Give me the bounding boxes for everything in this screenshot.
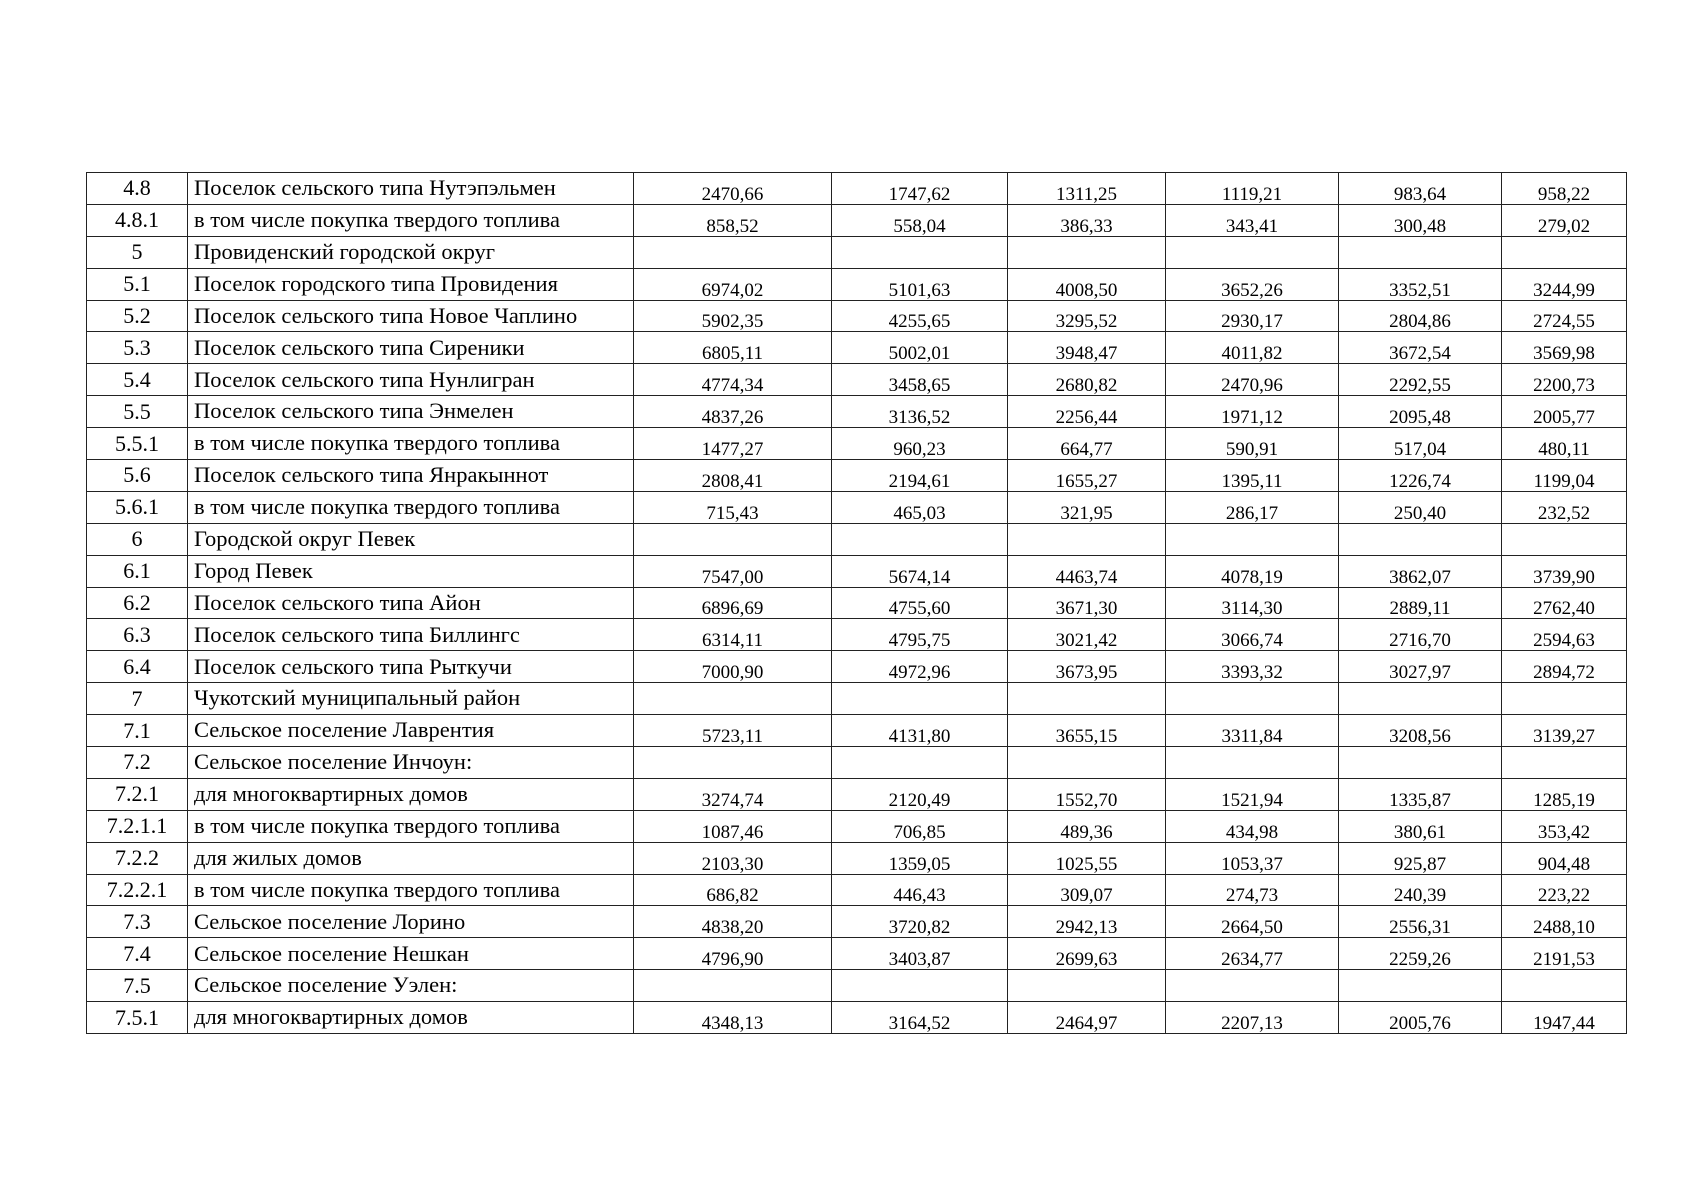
- table-row: [87, 491, 1627, 523]
- value-cell: 1226,74: [1339, 460, 1502, 492]
- row-number-cell: 7.4: [87, 938, 188, 970]
- value-cell: 3274,74: [634, 778, 832, 810]
- value-cell: 5002,01: [832, 332, 1008, 364]
- value-cell: 1025,55: [1008, 842, 1166, 874]
- value-cell: 1521,94: [1166, 778, 1339, 810]
- value-cell: 3244,99: [1502, 268, 1627, 300]
- value-cell: 250,40: [1339, 491, 1502, 523]
- value-cell: [832, 747, 1008, 779]
- value-cell: [1008, 747, 1166, 779]
- row-number-cell: 5.5: [87, 396, 188, 428]
- row-number-cell: 5.3: [87, 332, 188, 364]
- value-cell: 2889,11: [1339, 587, 1502, 619]
- value-cell: 3136,52: [832, 396, 1008, 428]
- value-cell: 279,02: [1502, 204, 1627, 236]
- value-cell: 286,17: [1166, 491, 1339, 523]
- value-cell: 4774,34: [634, 364, 832, 396]
- row-number-cell: 5: [87, 236, 188, 268]
- value-cell: [1166, 236, 1339, 268]
- table-row: [87, 970, 1627, 1002]
- value-cell: [1339, 523, 1502, 555]
- value-cell: 4131,80: [832, 715, 1008, 747]
- value-cell: 2470,66: [634, 173, 832, 205]
- value-cell: [1339, 236, 1502, 268]
- row-name-cell: Сельское поселение Уэлен:: [188, 970, 634, 1002]
- value-cell: 380,61: [1339, 810, 1502, 842]
- value-cell: 1311,25: [1008, 173, 1166, 205]
- value-cell: 5101,63: [832, 268, 1008, 300]
- value-cell: [1008, 970, 1166, 1002]
- row-number-cell: 7.2.1.1: [87, 810, 188, 842]
- value-cell: 3393,32: [1166, 651, 1339, 683]
- value-cell: 1087,46: [634, 810, 832, 842]
- table-row: [87, 555, 1627, 587]
- row-number-cell: 5.4: [87, 364, 188, 396]
- value-cell: 2664,50: [1166, 906, 1339, 938]
- value-cell: [1166, 683, 1339, 715]
- table-row: [87, 428, 1627, 460]
- value-cell: 2634,77: [1166, 938, 1339, 970]
- row-name-cell: Поселок сельского типа Нунлигран: [188, 364, 634, 396]
- value-cell: 4011,82: [1166, 332, 1339, 364]
- table-row: [87, 683, 1627, 715]
- value-cell: 2120,49: [832, 778, 1008, 810]
- value-cell: [1339, 970, 1502, 1002]
- row-name-cell: Провиденский городской округ: [188, 236, 634, 268]
- value-cell: 3948,47: [1008, 332, 1166, 364]
- value-cell: 858,52: [634, 204, 832, 236]
- value-cell: 5723,11: [634, 715, 832, 747]
- value-cell: 4837,26: [634, 396, 832, 428]
- row-name-cell: Сельское поселение Лорино: [188, 906, 634, 938]
- row-name-cell: для многоквартирных домов: [188, 1002, 634, 1034]
- table-row: [87, 204, 1627, 236]
- value-cell: 904,48: [1502, 842, 1627, 874]
- value-cell: 6314,11: [634, 619, 832, 651]
- row-number-cell: 6.4: [87, 651, 188, 683]
- value-cell: 353,42: [1502, 810, 1627, 842]
- row-name-cell: для многоквартирных домов: [188, 778, 634, 810]
- value-cell: 5902,35: [634, 300, 832, 332]
- value-cell: 2724,55: [1502, 300, 1627, 332]
- value-cell: 2556,31: [1339, 906, 1502, 938]
- value-cell: 558,04: [832, 204, 1008, 236]
- table-row: [87, 938, 1627, 970]
- value-cell: [634, 970, 832, 1002]
- value-cell: [832, 523, 1008, 555]
- value-cell: 983,64: [1339, 173, 1502, 205]
- value-cell: [1166, 523, 1339, 555]
- table-row: [87, 364, 1627, 396]
- value-cell: 3652,26: [1166, 268, 1339, 300]
- value-cell: 2894,72: [1502, 651, 1627, 683]
- value-cell: 706,85: [832, 810, 1008, 842]
- row-number-cell: 4.8.1: [87, 204, 188, 236]
- row-name-cell: Поселок сельского типа Рыткучи: [188, 651, 634, 683]
- value-cell: 2716,70: [1339, 619, 1502, 651]
- value-cell: 4755,60: [832, 587, 1008, 619]
- value-cell: 925,87: [1339, 842, 1502, 874]
- value-cell: 489,36: [1008, 810, 1166, 842]
- value-cell: 590,91: [1166, 428, 1339, 460]
- value-cell: 3027,97: [1339, 651, 1502, 683]
- value-cell: 3673,95: [1008, 651, 1166, 683]
- value-cell: 240,39: [1339, 874, 1502, 906]
- value-cell: 3311,84: [1166, 715, 1339, 747]
- value-cell: 1053,37: [1166, 842, 1339, 874]
- row-number-cell: 5.1: [87, 268, 188, 300]
- row-name-cell: в том числе покупка твердого топлива: [188, 491, 634, 523]
- value-cell: 1199,04: [1502, 460, 1627, 492]
- value-cell: 2804,86: [1339, 300, 1502, 332]
- row-number-cell: 7.5.1: [87, 1002, 188, 1034]
- row-name-cell: Поселок сельского типа Нутэпэльмен: [188, 173, 634, 205]
- row-name-cell: в том числе покупка твердого топлива: [188, 874, 634, 906]
- table-row: [87, 1002, 1627, 1034]
- value-cell: 2594,63: [1502, 619, 1627, 651]
- table-row: [87, 523, 1627, 555]
- value-cell: 1477,27: [634, 428, 832, 460]
- row-name-cell: Поселок сельского типа Янракыннот: [188, 460, 634, 492]
- row-number-cell: 7.5: [87, 970, 188, 1002]
- value-cell: 1119,21: [1166, 173, 1339, 205]
- value-cell: 3458,65: [832, 364, 1008, 396]
- value-cell: 2103,30: [634, 842, 832, 874]
- row-name-cell: Сельское поселение Нешкан: [188, 938, 634, 970]
- value-cell: [1502, 523, 1627, 555]
- value-cell: 517,04: [1339, 428, 1502, 460]
- value-cell: 1747,62: [832, 173, 1008, 205]
- value-cell: 386,33: [1008, 204, 1166, 236]
- value-cell: 4463,74: [1008, 555, 1166, 587]
- value-cell: 2207,13: [1166, 1002, 1339, 1034]
- value-cell: [832, 236, 1008, 268]
- table-row: [87, 810, 1627, 842]
- value-cell: 2699,63: [1008, 938, 1166, 970]
- value-cell: 960,23: [832, 428, 1008, 460]
- value-cell: 3655,15: [1008, 715, 1166, 747]
- value-cell: 343,41: [1166, 204, 1339, 236]
- row-number-cell: 7.1: [87, 715, 188, 747]
- value-cell: 3139,27: [1502, 715, 1627, 747]
- value-cell: 3720,82: [832, 906, 1008, 938]
- row-name-cell: Чукотский муниципальный район: [188, 683, 634, 715]
- table-row: [87, 842, 1627, 874]
- value-cell: 321,95: [1008, 491, 1166, 523]
- value-cell: 7547,00: [634, 555, 832, 587]
- table-row: [87, 587, 1627, 619]
- value-cell: 4972,96: [832, 651, 1008, 683]
- value-cell: [634, 747, 832, 779]
- row-number-cell: 7.2.2.1: [87, 874, 188, 906]
- row-name-cell: Городской округ Певек: [188, 523, 634, 555]
- value-cell: 4348,13: [634, 1002, 832, 1034]
- value-cell: 4795,75: [832, 619, 1008, 651]
- data-table: [86, 172, 1627, 1034]
- row-number-cell: 7: [87, 683, 188, 715]
- value-cell: 3164,52: [832, 1002, 1008, 1034]
- row-number-cell: 4.8: [87, 173, 188, 205]
- value-cell: [634, 523, 832, 555]
- value-cell: 2930,17: [1166, 300, 1339, 332]
- value-cell: 2256,44: [1008, 396, 1166, 428]
- table-row: [87, 236, 1627, 268]
- value-cell: 686,82: [634, 874, 832, 906]
- table-row: [87, 619, 1627, 651]
- row-name-cell: Поселок сельского типа Новое Чаплино: [188, 300, 634, 332]
- table-row: [87, 874, 1627, 906]
- value-cell: 1395,11: [1166, 460, 1339, 492]
- value-cell: 1655,27: [1008, 460, 1166, 492]
- table-row: [87, 460, 1627, 492]
- value-cell: 223,22: [1502, 874, 1627, 906]
- value-cell: 2259,26: [1339, 938, 1502, 970]
- row-number-cell: 7.3: [87, 906, 188, 938]
- table-row: [87, 906, 1627, 938]
- value-cell: 3672,54: [1339, 332, 1502, 364]
- value-cell: 3295,52: [1008, 300, 1166, 332]
- row-name-cell: Сельское поселение Лаврентия: [188, 715, 634, 747]
- row-name-cell: в том числе покупка твердого топлива: [188, 204, 634, 236]
- value-cell: 2005,76: [1339, 1002, 1502, 1034]
- row-name-cell: для жилых домов: [188, 842, 634, 874]
- value-cell: 3021,42: [1008, 619, 1166, 651]
- value-cell: 274,73: [1166, 874, 1339, 906]
- value-cell: [1008, 236, 1166, 268]
- row-number-cell: 7.2.1: [87, 778, 188, 810]
- table-row: [87, 747, 1627, 779]
- value-cell: 4008,50: [1008, 268, 1166, 300]
- value-cell: 4838,20: [634, 906, 832, 938]
- value-cell: 3114,30: [1166, 587, 1339, 619]
- value-cell: 3066,74: [1166, 619, 1339, 651]
- table-body: [87, 173, 1627, 1034]
- value-cell: 4796,90: [634, 938, 832, 970]
- value-cell: 2191,53: [1502, 938, 1627, 970]
- value-cell: 4078,19: [1166, 555, 1339, 587]
- row-name-cell: в том числе покупка твердого топлива: [188, 428, 634, 460]
- value-cell: 2194,61: [832, 460, 1008, 492]
- value-cell: 2808,41: [634, 460, 832, 492]
- value-cell: 480,11: [1502, 428, 1627, 460]
- table-row: [87, 268, 1627, 300]
- value-cell: 300,48: [1339, 204, 1502, 236]
- value-cell: [1502, 970, 1627, 1002]
- value-cell: [1166, 747, 1339, 779]
- value-cell: 1971,12: [1166, 396, 1339, 428]
- value-cell: 2680,82: [1008, 364, 1166, 396]
- table-row: [87, 332, 1627, 364]
- value-cell: 2942,13: [1008, 906, 1166, 938]
- value-cell: [1166, 970, 1339, 1002]
- value-cell: [832, 683, 1008, 715]
- row-name-cell: Город Певек: [188, 555, 634, 587]
- value-cell: 4255,65: [832, 300, 1008, 332]
- row-name-cell: Поселок городского типа Провидения: [188, 268, 634, 300]
- value-cell: 465,03: [832, 491, 1008, 523]
- row-number-cell: 7.2.2: [87, 842, 188, 874]
- value-cell: 6974,02: [634, 268, 832, 300]
- value-cell: 1947,44: [1502, 1002, 1627, 1034]
- value-cell: 434,98: [1166, 810, 1339, 842]
- value-cell: [1339, 683, 1502, 715]
- value-cell: 2488,10: [1502, 906, 1627, 938]
- value-cell: 1335,87: [1339, 778, 1502, 810]
- row-name-cell: Поселок сельского типа Биллингс: [188, 619, 634, 651]
- value-cell: 6896,69: [634, 587, 832, 619]
- value-cell: [832, 970, 1008, 1002]
- value-cell: [1339, 747, 1502, 779]
- value-cell: 3352,51: [1339, 268, 1502, 300]
- value-cell: 5674,14: [832, 555, 1008, 587]
- value-cell: 3739,90: [1502, 555, 1627, 587]
- value-cell: 2464,97: [1008, 1002, 1166, 1034]
- table-row: [87, 778, 1627, 810]
- value-cell: 6805,11: [634, 332, 832, 364]
- row-number-cell: 5.6: [87, 460, 188, 492]
- value-cell: 1552,70: [1008, 778, 1166, 810]
- value-cell: 2095,48: [1339, 396, 1502, 428]
- table-row: [87, 651, 1627, 683]
- value-cell: 2470,96: [1166, 364, 1339, 396]
- value-cell: 3403,87: [832, 938, 1008, 970]
- row-number-cell: 6.2: [87, 587, 188, 619]
- value-cell: [1502, 236, 1627, 268]
- table-row: [87, 173, 1627, 205]
- value-cell: 2762,40: [1502, 587, 1627, 619]
- row-number-cell: 5.6.1: [87, 491, 188, 523]
- value-cell: 3208,56: [1339, 715, 1502, 747]
- value-cell: 2200,73: [1502, 364, 1627, 396]
- table-row: [87, 715, 1627, 747]
- value-cell: 446,43: [832, 874, 1008, 906]
- value-cell: [634, 683, 832, 715]
- value-cell: 1285,19: [1502, 778, 1627, 810]
- value-cell: [1008, 523, 1166, 555]
- value-cell: 2005,77: [1502, 396, 1627, 428]
- row-name-cell: Поселок сельского типа Айон: [188, 587, 634, 619]
- row-name-cell: Поселок сельского типа Энмелен: [188, 396, 634, 428]
- row-name-cell: в том числе покупка твердого топлива: [188, 810, 634, 842]
- row-name-cell: Сельское поселение Инчоун:: [188, 747, 634, 779]
- value-cell: [634, 236, 832, 268]
- value-cell: [1008, 683, 1166, 715]
- value-cell: 3862,07: [1339, 555, 1502, 587]
- value-cell: 2292,55: [1339, 364, 1502, 396]
- row-number-cell: 6.3: [87, 619, 188, 651]
- value-cell: [1502, 747, 1627, 779]
- value-cell: 309,07: [1008, 874, 1166, 906]
- value-cell: 958,22: [1502, 173, 1627, 205]
- row-number-cell: 6: [87, 523, 188, 555]
- row-number-cell: 5.2: [87, 300, 188, 332]
- row-number-cell: 5.5.1: [87, 428, 188, 460]
- table-row: [87, 300, 1627, 332]
- row-name-cell: Поселок сельского типа Сиреники: [188, 332, 634, 364]
- value-cell: 715,43: [634, 491, 832, 523]
- row-number-cell: 6.1: [87, 555, 188, 587]
- value-cell: 232,52: [1502, 491, 1627, 523]
- table-row: [87, 396, 1627, 428]
- value-cell: [1502, 683, 1627, 715]
- value-cell: 664,77: [1008, 428, 1166, 460]
- value-cell: 3671,30: [1008, 587, 1166, 619]
- value-cell: 3569,98: [1502, 332, 1627, 364]
- value-cell: 7000,90: [634, 651, 832, 683]
- row-number-cell: 7.2: [87, 747, 188, 779]
- value-cell: 1359,05: [832, 842, 1008, 874]
